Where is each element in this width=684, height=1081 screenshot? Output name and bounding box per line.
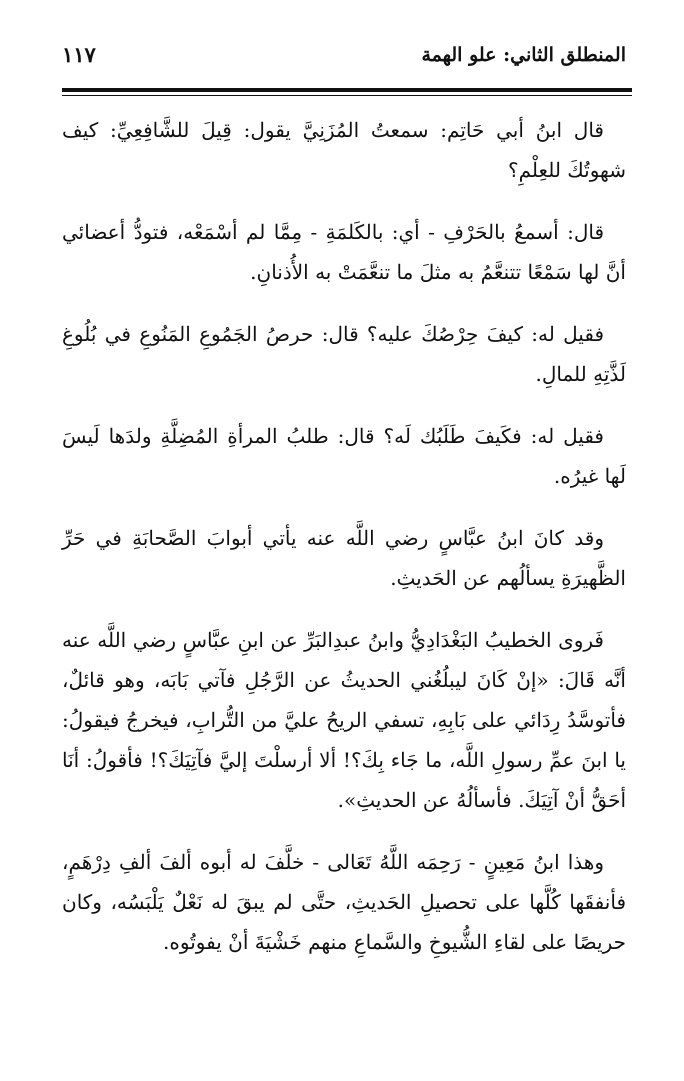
header-rule-thin (62, 95, 632, 96)
body-text (62, 110, 626, 984)
paragraph: وهذا ابنُ مَعِينٍ - رَحِمَه اللَّهُ تَعَالى - خلَّفَ له أبوه ألفَ ألفِ دِرْهَمٍ، فأنفقَها كُلَّها على تحصيلِ الحَديثِ، حتَّى لم يبقَ له نَعْلٌ يَلْبَسُه، وكان حريصًا على لقاءِ الشُّيوخِ والسَّماعِ منهم خَشْيَةَ أنْ يفوتُوه. (62, 850, 626, 954)
page-number: ١١٧ (62, 42, 96, 67)
running-title: المنطلق الثاني: علو الهمة (421, 44, 626, 66)
paragraph: فقيل له: كيفَ حِرْصُكَ عليه؟ قال: حرصُ الجَمُوعِ المَنُوعِ في بُلُوغِ لَذَّتِهِ للمالِ. (62, 322, 626, 386)
header-rule-thick (62, 88, 632, 92)
paragraph: فَروى الخطيبُ البَغْدَادِيُّ وابنُ عبدِالبَرِّ عن ابنِ عبَّاسٍ رضي اللَّه عنه أنَّه قَالَ: «إنْ كَانَ ليبلُغُني الحديثُ عن الرَّجُلِ فآتي بَابَه، وهو قائلٌ، فأتوسَّدُ رِدَائي على بَابِهِ، تسفي الريحُ عليَّ من التُّرابِ، فيخرجُ فيقولُ: يا ابنَ عمِّ رسولِ اللَّه، ما جَاء بِكَ؟! ألا أرسلْتَ إليَّ فآتِيَكَ؟! فأقولُ: أنَا أحَقُّ أنْ آتِيَكَ. فأسألُهُ عن الحديثِ». (62, 628, 626, 812)
page-header (62, 38, 626, 78)
paragraph: قال ابنُ أبي حَاتِم: سمعتُ المُزَنِيَّ يقول: قِيلَ للشَّافِعِيِّ: كيف شهوتُكَ للعِلْمِ؟ (62, 118, 626, 182)
paragraph: وقد كانَ ابنُ عبَّاسٍ رضي اللَّه عنه يأتي أبوابَ الصَّحابَةِ في حَرِّ الظَّهيرَةِ يسألُهم عن الحَديثِ. (62, 526, 626, 590)
paragraph: فقيل له: فكَيفَ طَلَبُك لَه؟ قال: طلبُ المرأةِ المُضِلَّةِ ولدَها لَيسَ لَها غيرُه. (62, 424, 626, 488)
paragraph: قال: أسمعُ بالحَرْفِ - أي: بالكَلمَةِ - مِمَّا لم أسْمَعْه، فتودُّ أعضائي أنَّ لها سَمْعًا تتنعَّمُ به مثلَ ما تنعَّمَتْ به الأُذنانِ. (62, 220, 626, 284)
